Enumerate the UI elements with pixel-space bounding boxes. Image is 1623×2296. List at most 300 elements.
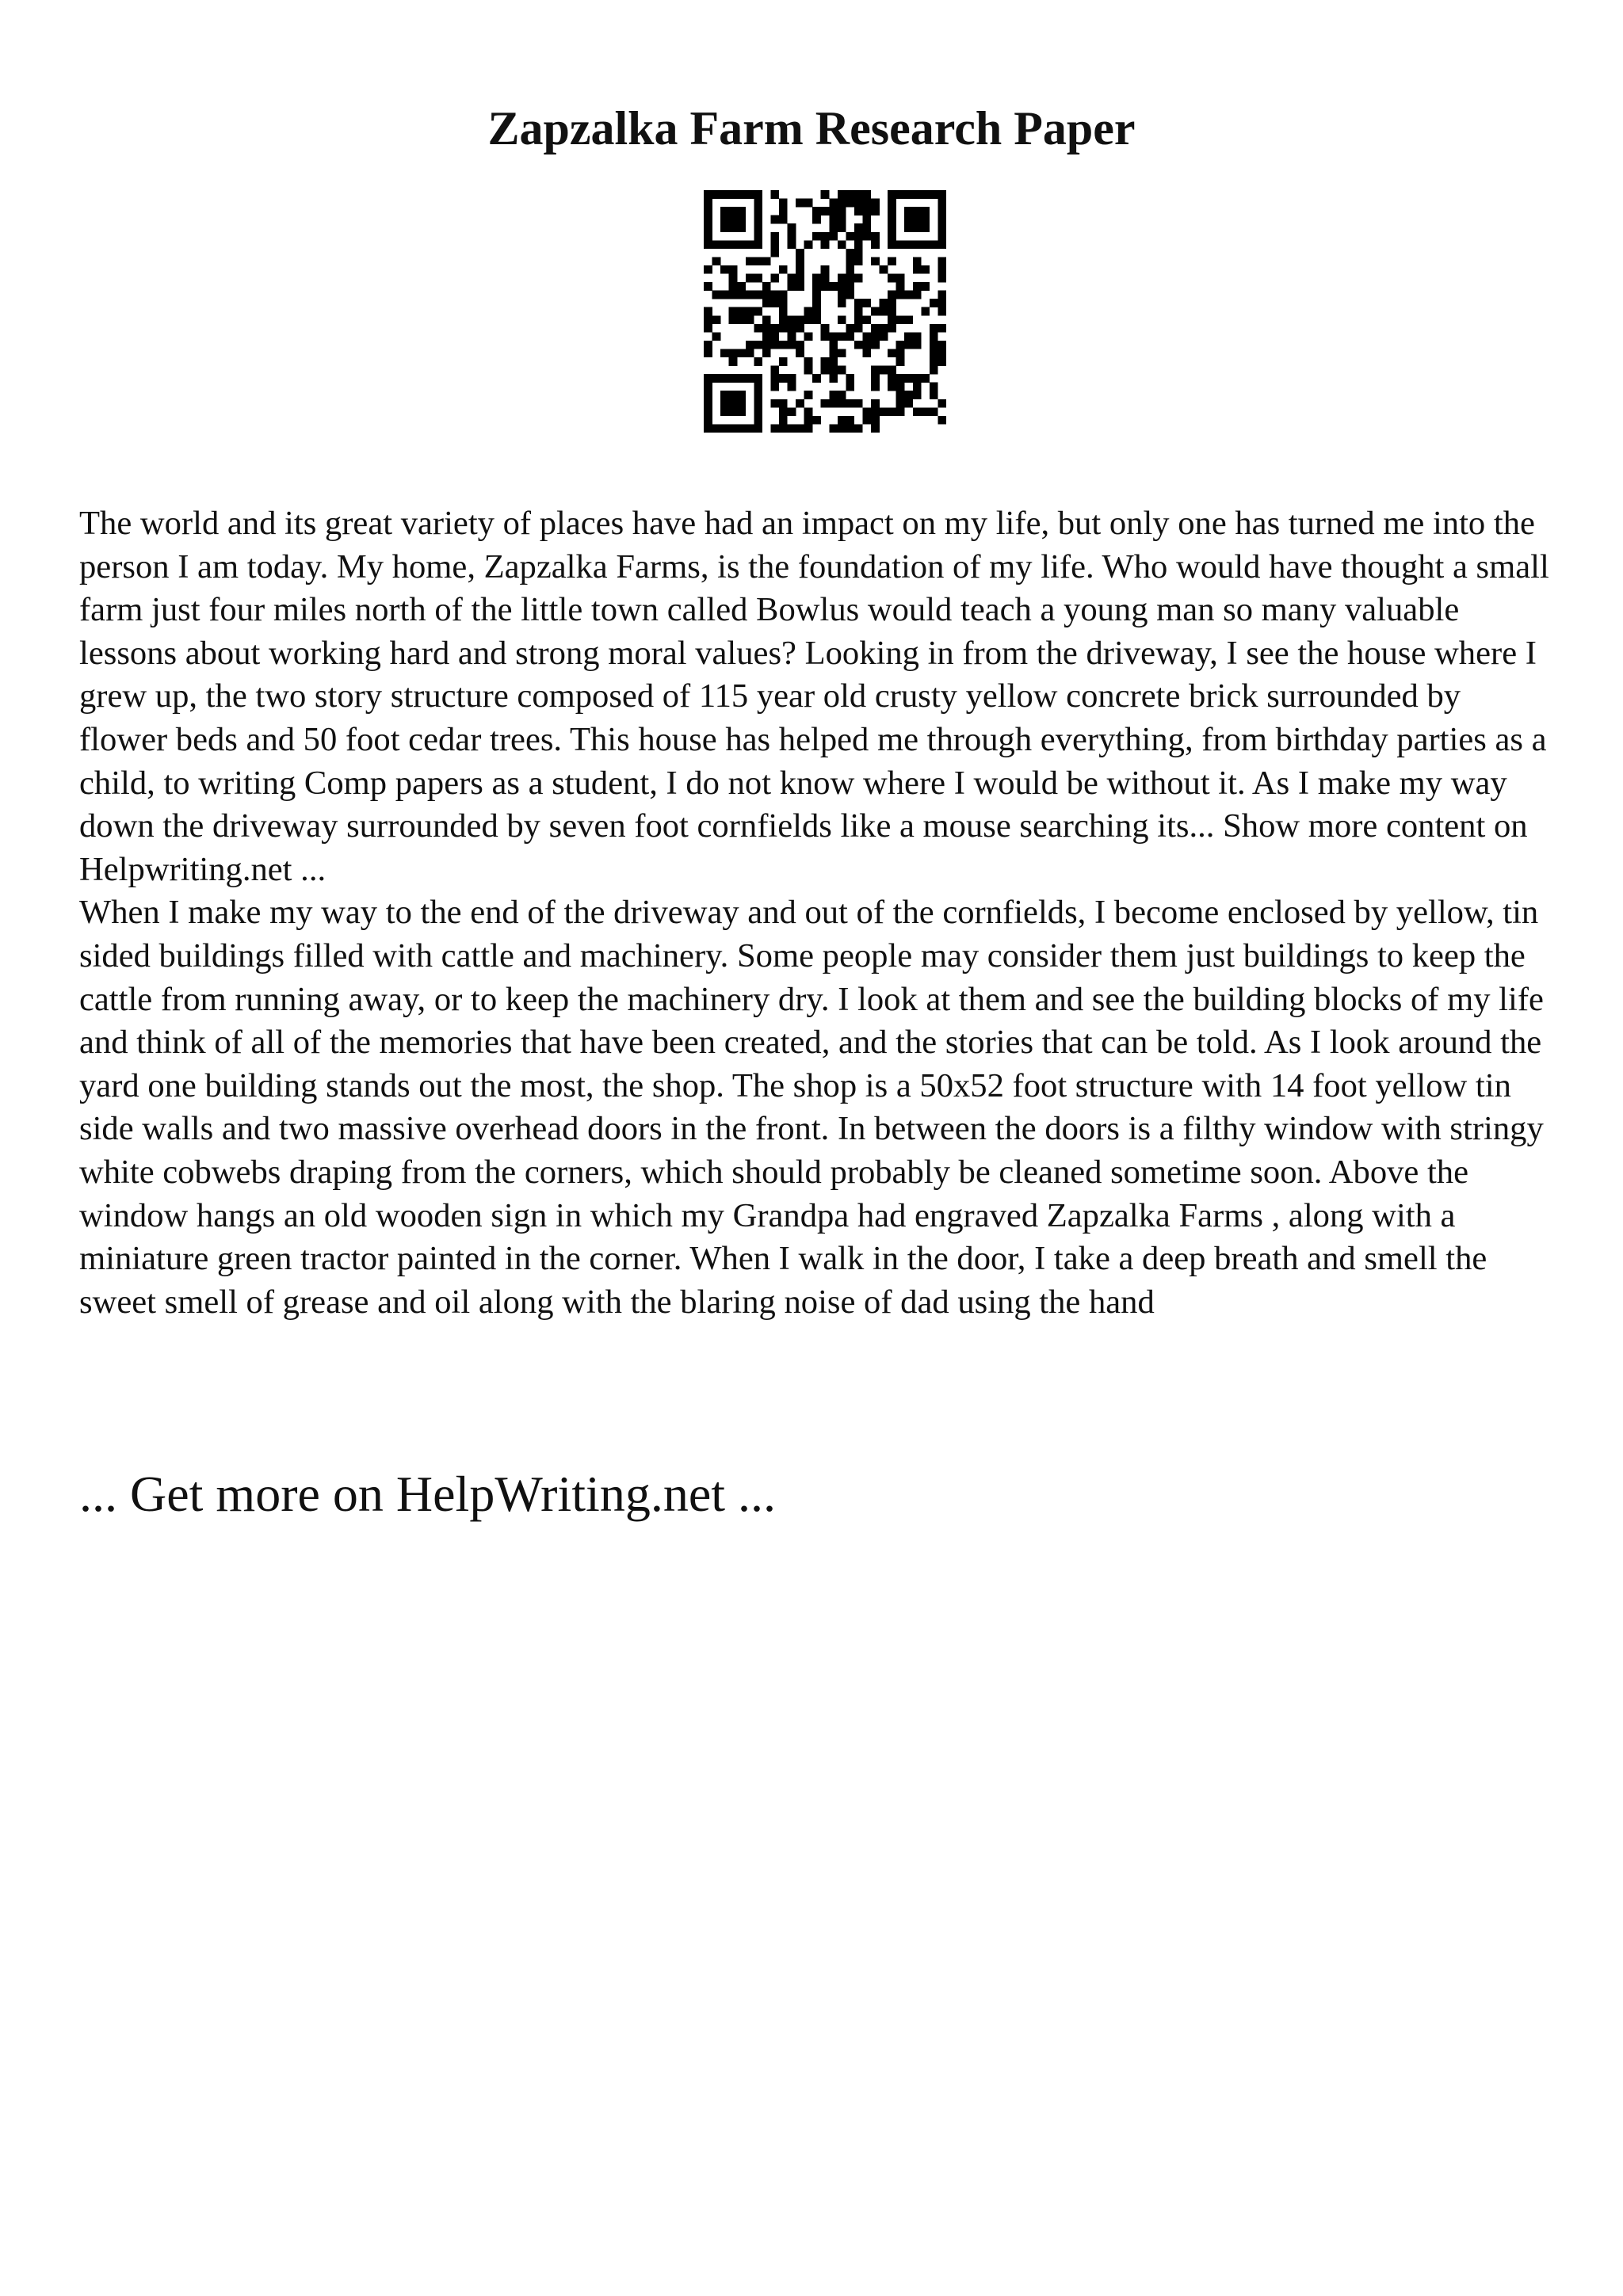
qr-module (854, 399, 863, 408)
qr-module (904, 341, 913, 349)
qr-module (788, 282, 796, 291)
qr-module (779, 357, 788, 366)
qr-module (821, 332, 830, 341)
qr-module (921, 207, 930, 215)
qr-module (862, 349, 871, 357)
qr-module (846, 374, 854, 383)
qr-module (871, 207, 880, 215)
qr-module (829, 215, 838, 224)
qr-module (746, 341, 754, 349)
qr-module (913, 332, 922, 341)
qr-module (838, 332, 846, 341)
qr-module (704, 190, 712, 199)
qr-module (888, 190, 896, 199)
qr-module (913, 215, 922, 224)
qr-module (829, 366, 838, 375)
qr-module (854, 232, 863, 241)
qr-module (854, 315, 863, 324)
qr-module (904, 332, 913, 341)
qr-module (737, 215, 746, 224)
qr-module (880, 265, 888, 274)
qr-module (704, 399, 712, 408)
qr-module (938, 307, 946, 316)
qr-module (729, 424, 738, 433)
qr-module (871, 383, 880, 391)
qr-module (754, 240, 762, 249)
qr-module (838, 240, 846, 249)
qr-module (737, 374, 746, 383)
qr-module (720, 407, 729, 416)
qr-module (896, 374, 905, 383)
qr-module (888, 274, 896, 283)
qr-module (770, 399, 779, 408)
qr-module (913, 265, 922, 274)
qr-module (779, 291, 788, 299)
qr-module (712, 315, 721, 324)
qr-module (862, 416, 871, 425)
qr-module (746, 291, 754, 299)
qr-module (796, 249, 804, 257)
qr-module (720, 391, 729, 399)
qr-module (821, 324, 830, 333)
page-title: Zapzalka Farm Research Paper (487, 102, 1136, 154)
qr-module (712, 291, 721, 299)
qr-module (729, 357, 738, 366)
qr-module (896, 407, 905, 416)
qr-module (754, 357, 762, 366)
qr-module (804, 315, 813, 324)
qr-module (754, 291, 762, 299)
qr-module (754, 399, 762, 408)
qr-module (746, 315, 754, 324)
qr-module (762, 349, 771, 357)
qr-module (930, 299, 938, 307)
qr-module (913, 207, 922, 215)
qr-module (788, 407, 796, 416)
qr-module (888, 324, 896, 333)
qr-module (788, 374, 796, 383)
qr-module (938, 274, 946, 283)
qr-module (720, 399, 729, 408)
qr-module (846, 416, 854, 425)
qr-module (904, 207, 913, 215)
qr-module (938, 341, 946, 349)
qr-module (804, 391, 813, 399)
qr-module (804, 307, 813, 316)
qr-module (921, 407, 930, 416)
qr-module (930, 407, 938, 416)
qr-module (737, 207, 746, 215)
qr-module (788, 223, 796, 232)
qr-module (888, 349, 896, 357)
qr-module (854, 274, 863, 283)
qr-module (854, 199, 863, 208)
qr-module (770, 383, 779, 391)
qr-module (871, 424, 880, 433)
qr-module (938, 207, 946, 215)
qr-module (770, 232, 779, 241)
qr-module (854, 223, 863, 232)
qr-module (821, 366, 830, 375)
qr-module (838, 424, 846, 433)
qr-module (762, 341, 771, 349)
qr-module (862, 407, 871, 416)
qr-module (821, 265, 830, 274)
qr-module (880, 366, 888, 375)
qr-module (770, 240, 779, 249)
qr-module (938, 349, 946, 357)
qr-module (729, 274, 738, 283)
qr-module (862, 215, 871, 224)
qr-module (838, 207, 846, 215)
qr-module (930, 349, 938, 357)
qr-module (829, 424, 838, 433)
qr-module (846, 232, 854, 241)
qr-module (762, 315, 771, 324)
qr-module (804, 199, 813, 208)
qr-module (729, 265, 738, 274)
qr-module (720, 424, 729, 433)
qr-module (779, 324, 788, 333)
qr-module (904, 315, 913, 324)
qr-module (812, 215, 821, 224)
qr-module (729, 374, 738, 383)
qr-module (770, 324, 779, 333)
qr-module (880, 307, 888, 316)
qr-module (888, 307, 896, 316)
qr-module (796, 265, 804, 274)
qr-module (729, 399, 738, 408)
qr-module (754, 416, 762, 425)
qr-module (846, 257, 854, 265)
qr-module (829, 341, 838, 349)
qr-module (862, 332, 871, 341)
qr-module (871, 307, 880, 316)
qr-module (913, 391, 922, 399)
essay-body (79, 502, 1553, 1324)
qr-module (896, 341, 905, 349)
qr-module (829, 199, 838, 208)
qr-module (788, 315, 796, 324)
qr-module (762, 332, 771, 341)
qr-module (729, 190, 738, 199)
qr-module (804, 424, 813, 433)
qr-module (838, 215, 846, 224)
qr-module (788, 274, 796, 283)
qr-module (888, 232, 896, 241)
qr-module (938, 399, 946, 408)
qr-module (938, 299, 946, 307)
qr-module (779, 207, 788, 215)
qr-module (812, 416, 821, 425)
qr-module (880, 332, 888, 341)
qr-module (821, 240, 830, 249)
qr-module (754, 324, 762, 333)
qr-module (720, 374, 729, 383)
qr-module (754, 199, 762, 208)
qr-code-icon[interactable] (704, 190, 946, 433)
qr-module (737, 282, 746, 291)
qr-module (938, 416, 946, 425)
qr-module (821, 399, 830, 408)
qr-module (888, 291, 896, 299)
qr-module (788, 332, 796, 341)
qr-module (770, 299, 779, 307)
qr-module (754, 274, 762, 283)
qr-module (737, 291, 746, 299)
qr-module (846, 249, 854, 257)
qr-module (930, 383, 938, 391)
qr-module (720, 190, 729, 199)
qr-module (729, 315, 738, 324)
qr-module (854, 240, 863, 249)
qr-module (838, 299, 846, 307)
qr-module (829, 223, 838, 232)
qr-module (754, 232, 762, 241)
qr-module (804, 366, 813, 375)
qr-module (746, 240, 754, 249)
qr-module (938, 215, 946, 224)
qr-module (888, 366, 896, 375)
qr-module (829, 399, 838, 408)
qr-module (896, 190, 905, 199)
qr-module (720, 349, 729, 357)
qr-module (888, 407, 896, 416)
qr-module (888, 315, 896, 324)
qr-module (762, 282, 771, 291)
qr-module (821, 207, 830, 215)
qr-module (746, 257, 754, 265)
qr-module (712, 190, 721, 199)
qr-module (729, 349, 738, 357)
qr-module (829, 357, 838, 366)
qr-module (913, 407, 922, 416)
qr-module (746, 424, 754, 433)
qr-module (704, 383, 712, 391)
qr-module (770, 249, 779, 257)
qr-module (704, 265, 712, 274)
qr-module (770, 424, 779, 433)
qr-module (888, 383, 896, 391)
qr-module (930, 357, 938, 366)
qr-module (704, 324, 712, 333)
qr-module (829, 332, 838, 341)
qr-module (821, 357, 830, 366)
qr-module (796, 315, 804, 324)
qr-module (838, 349, 846, 357)
qr-module (846, 424, 854, 433)
qr-module (720, 291, 729, 299)
qr-module (838, 291, 846, 299)
qr-module (913, 383, 922, 391)
qr-module (888, 223, 896, 232)
qr-module (812, 207, 821, 215)
qr-module (930, 391, 938, 399)
qr-module (854, 207, 863, 215)
qr-module (904, 240, 913, 249)
qr-module (712, 424, 721, 433)
qr-module (896, 357, 905, 366)
qr-module (862, 315, 871, 324)
qr-module (754, 341, 762, 349)
qr-module (762, 299, 771, 307)
qr-module (812, 291, 821, 299)
qr-module (896, 291, 905, 299)
qr-module (838, 199, 846, 208)
qr-module (938, 265, 946, 274)
qr-module (854, 249, 863, 257)
qr-module (913, 374, 922, 383)
qr-module (754, 374, 762, 383)
qr-module (746, 190, 754, 199)
qr-module (871, 332, 880, 341)
qr-module (938, 257, 946, 265)
qr-module (854, 324, 863, 333)
qr-module (888, 207, 896, 215)
qr-module (704, 374, 712, 383)
qr-module (746, 349, 754, 357)
qr-module (737, 407, 746, 416)
qr-module (729, 291, 738, 299)
qr-module (938, 357, 946, 366)
qr-module (704, 349, 712, 357)
qr-module (938, 240, 946, 249)
qr-module (913, 291, 922, 299)
qr-module (904, 374, 913, 383)
qr-module (788, 341, 796, 349)
qr-module (896, 315, 905, 324)
qr-module (788, 232, 796, 241)
qr-module (938, 324, 946, 333)
qr-module (913, 190, 922, 199)
qr-module (754, 207, 762, 215)
qr-module (896, 391, 905, 399)
qr-module (712, 240, 721, 249)
qr-module (921, 374, 930, 383)
qr-module (854, 341, 863, 349)
qr-module (930, 324, 938, 333)
qr-module (888, 199, 896, 208)
qr-module (746, 374, 754, 383)
qr-module (779, 299, 788, 307)
qr-module (770, 291, 779, 299)
qr-module (804, 240, 813, 249)
qr-module (779, 199, 788, 208)
qr-module (737, 424, 746, 433)
qr-module (838, 366, 846, 375)
qr-module (880, 407, 888, 416)
qr-module (737, 349, 746, 357)
qr-module (704, 223, 712, 232)
get-more-link[interactable]: ... Get more on HelpWriting.net ... (79, 1466, 776, 1522)
qr-module (888, 240, 896, 249)
qr-module (788, 383, 796, 391)
qr-module (930, 332, 938, 341)
qr-module (938, 190, 946, 199)
qr-module (930, 190, 938, 199)
qr-module (796, 274, 804, 283)
qr-module (729, 407, 738, 416)
qr-module (821, 274, 830, 283)
qr-module (754, 424, 762, 433)
qr-module (880, 324, 888, 333)
qr-module (921, 215, 930, 224)
qr-module (862, 223, 871, 232)
qr-module (704, 391, 712, 399)
qr-module (704, 215, 712, 224)
qr-module (779, 424, 788, 433)
qr-module (896, 240, 905, 249)
qr-module (862, 299, 871, 307)
qr-module (704, 424, 712, 433)
qr-module (737, 307, 746, 316)
qr-module (812, 232, 821, 241)
qr-module (804, 416, 813, 425)
qr-module (746, 274, 754, 283)
qr-module (720, 215, 729, 224)
qr-module (838, 223, 846, 232)
qr-module (720, 265, 729, 274)
qr-module (888, 374, 896, 383)
qr-module (913, 341, 922, 349)
qr-module (729, 215, 738, 224)
qr-module (921, 307, 930, 316)
qr-module (746, 307, 754, 316)
qr-module (704, 341, 712, 349)
qr-module (737, 315, 746, 324)
qr-module (754, 215, 762, 224)
qr-module (712, 257, 721, 265)
paragraph-1: The world and its great variety of places have had an impact on my life, but only one has turned me into the person I am today. My home, Zapzalka Farms, is the foundation of my life. Who would have thought a small farm just four miles north of the little town called Bowlus would teach a young man so many valuable lessons about working hard and strong moral values? Looking in from the driveway, I see the house where I grew up, the two story structure composed of 115 year old crusty yellow concrete brick surrounded by flower beds and 50 foot cedar trees. This house has helped me through everything, from birthday parties as a child, to writing Comp papers as a student, I do not know where I would be without it. As I make my way down the driveway surrounded by seven foot cornfields like a mouse searching its... Show more content on Helpwriting.net ... (79, 505, 1549, 888)
qr-module (770, 332, 779, 341)
qr-module (854, 257, 863, 265)
qr-module (812, 307, 821, 316)
qr-module (838, 399, 846, 408)
qr-module (846, 274, 854, 283)
qr-module (880, 299, 888, 307)
qr-module (838, 190, 846, 199)
qr-module (779, 215, 788, 224)
qr-module (796, 349, 804, 357)
qr-module (704, 307, 712, 316)
qr-module (720, 240, 729, 249)
qr-module (829, 349, 838, 357)
qr-module (704, 199, 712, 208)
qr-module (871, 374, 880, 383)
qr-module (779, 407, 788, 416)
qr-module (754, 257, 762, 265)
qr-module (779, 307, 788, 316)
qr-module (821, 190, 830, 199)
qr-module (812, 282, 821, 291)
qr-module (846, 265, 854, 274)
qr-module (862, 232, 871, 241)
qr-module (779, 374, 788, 383)
qr-module (871, 407, 880, 416)
qr-module (804, 407, 813, 416)
qr-module (871, 257, 880, 265)
qr-module (871, 199, 880, 208)
qr-module (871, 232, 880, 241)
qr-module (888, 215, 896, 224)
qr-module (930, 240, 938, 249)
qr-module (862, 199, 871, 208)
qr-module (846, 199, 854, 208)
qr-module (821, 282, 830, 291)
qr-module (737, 391, 746, 399)
qr-module (913, 282, 922, 291)
qr-module (779, 265, 788, 274)
